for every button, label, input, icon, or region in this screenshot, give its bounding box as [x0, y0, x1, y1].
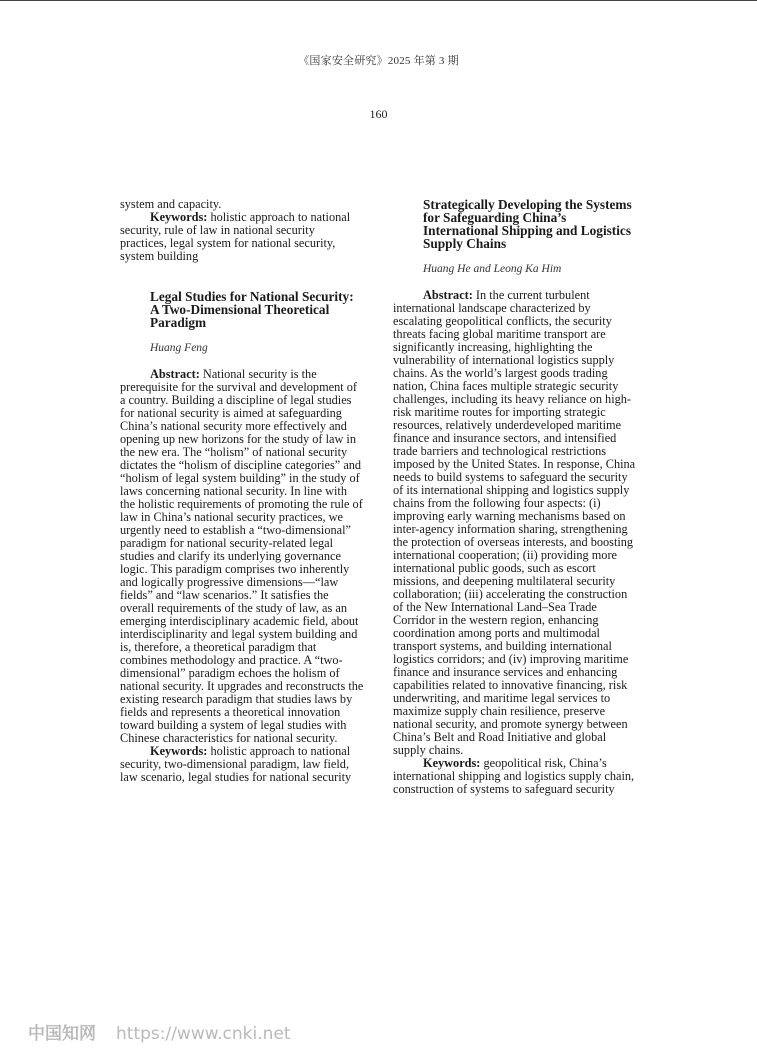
article-author: Huang Feng	[150, 342, 208, 354]
keywords-label: Keywords:	[150, 210, 208, 224]
running-head: 《国家安全研究》2025 年第 3 期	[298, 55, 459, 67]
keywords-text: holistic approach to national security, two-dimensional paradigm, law field, law scenario, legal studies for national security	[120, 744, 352, 784]
cnki-watermark	[28, 1019, 290, 1044]
abstract	[393, 289, 637, 757]
keywords-label: Keywords:	[423, 756, 481, 770]
previous-keywords	[120, 211, 364, 263]
cnki-url: https://www.cnki.net	[116, 1024, 291, 1044]
keywords	[120, 745, 364, 784]
abstract-label: Abstract:	[150, 367, 200, 381]
top-rule	[0, 0, 757, 1]
left-column	[120, 198, 364, 784]
cnki-logo-text: 中国知网	[28, 1024, 96, 1044]
abstract-text: National security is the prerequisite for the survival and development of a country. Building a discipline of legal studies for national security is aimed at safeguarding China’s national security more effectively and opening up new horizons for the study of law in the new era. The “holism” of national security dictates the “holism of discipline categories” and “holism of legal system building” in the study of laws concerning national security. In line with the holistic requirements of promoting the rule of law in China’s national security practices, we urgently need to establish a “two-dimensional” paradigm for national security-related legal studies and clarify its underlying governance logic. This paradigm comprises two inherently and logically progressive dimensions—“law fields” and “law scenarios.” It satisfies the overall requirements of the study of law, as an emerging interdisciplinary academic field, about interdisciplinarity and legal system building and is, therefore, a theoretical paradigm that combines methodology and practice. A “two-dimensional” paradigm echoes the holism of national security. It upgrades and reconstructs the existing research paradigm that studies laws by fields and represents a theoretical innovation toward building a system of legal studies with Chinese characteristics for national security.	[120, 367, 364, 745]
continuation-text: system and capacity.	[120, 197, 222, 211]
keywords-text: geopolitical risk, China’s international shipping and logistics supply chain, construction of systems to safeguard security	[393, 756, 635, 796]
page-number: 160	[369, 107, 388, 121]
article-title: Legal Studies for National Security: A Two-Dimensional Theoretical Paradigm	[150, 289, 354, 330]
article-title: Strategically Developing the Systems for Safeguarding China’s International Shipping and Logistics Supply Chains	[423, 197, 632, 251]
abstract-text: In the current turbulent international landscape characterized by escalating geopolitical conflicts, the security threats facing global maritime transport are significantly increasing, highlighting the vulnerability of international logistics supply chains. As the world’s largest goods trading nation, China faces multiple strategic security challenges, including its heavy reliance on high-risk maritime routes for importing strategic resources, relatively underdeveloped maritime finance and insurance sectors, and intensified trade barriers and technological restrictions imposed by the United States. In response, China needs to build systems to safeguard the security of its international shipping and logistics supply chains from the following four aspects: (i) improving early warning mechanisms based on inter-agency information sharing, strengthening the protection of overseas interests, and boosting international cooperation; (ii) providing more international public goods, such as escort missions, and deepening multilateral security collaboration; (iii) accelerating the construction of the New International Land–Sea Trade Corridor in the western region, enhancing coordination among ports and multimodal transport systems, and building international logistics corridors; and (iv) improving maritime finance and insurance services and enhancing capabilities related to innovative financing, risk underwriting, and maritime legal services to maximize supply chain resilience, preserve national security, and promote synergy between China’s Belt and Road Initiative and global supply chains.	[393, 288, 636, 757]
keywords	[393, 757, 637, 796]
article-author: Huang He and Leong Ka Him	[423, 263, 562, 275]
keywords-text: holistic approach to national security, rule of law in national security practices, legal system for national security, system building	[120, 210, 351, 263]
keywords-label: Keywords:	[150, 744, 208, 758]
abstract	[120, 368, 364, 745]
abstract-label: Abstract:	[423, 288, 473, 302]
right-column	[393, 198, 637, 796]
